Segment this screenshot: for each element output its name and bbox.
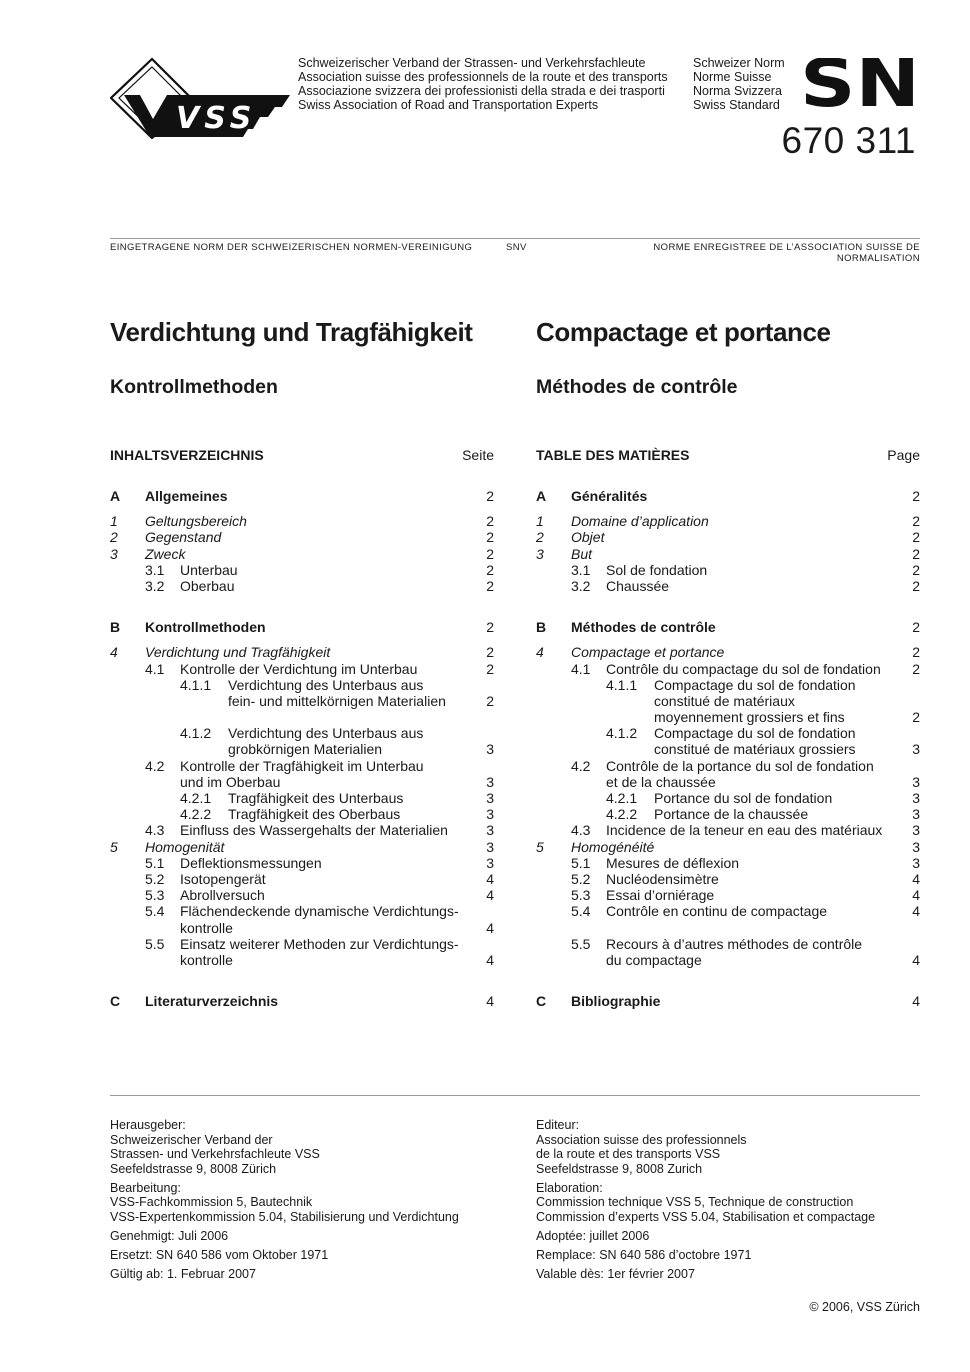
toc-spacer — [110, 504, 494, 513]
toc-entry-row — [536, 758, 920, 774]
toc-entry-row — [110, 871, 494, 887]
toc-entry-number: B — [110, 619, 121, 636]
toc-entry-number: 4.3 — [145, 822, 165, 839]
toc-entry-row — [536, 644, 920, 660]
toc-entry-title: Zweck — [145, 545, 186, 562]
toc-entry-row — [536, 952, 920, 968]
toc-entry-row — [110, 578, 494, 594]
toc-entry-number: 5.3 — [571, 887, 591, 904]
toc-entry-row — [536, 578, 920, 594]
toc-entry-row — [536, 871, 920, 887]
toc-entry-title: et de la chaussée — [606, 773, 716, 790]
svg-text:SN: SN — [802, 58, 920, 108]
toc-entry-page: 3 — [912, 806, 920, 823]
toc-entry-number: 4.1.2 — [606, 725, 638, 742]
toc-entry-row — [536, 513, 920, 529]
toc-entry-number: 4.1.1 — [180, 676, 212, 693]
toc-entry-page: 3 — [486, 838, 494, 855]
toc-entry-page: 2 — [486, 561, 494, 578]
toc-entry-page: 3 — [912, 854, 920, 871]
toc-entry-row — [110, 513, 494, 529]
toc-entry-title: Recours à d’autres méthodes de contrôle — [606, 935, 863, 952]
toc-entry-page: 3 — [912, 838, 920, 855]
toc-entry-number: 5.3 — [145, 887, 165, 904]
toc-entry-title: Abrollversuch — [180, 887, 265, 904]
standard-label-de: Schweizer Norm — [693, 56, 785, 70]
toc-entry-title: Homogénéité — [571, 838, 655, 855]
toc-entry-page: 3 — [486, 741, 494, 758]
toc-entry-row — [110, 693, 494, 709]
toc-entry-page: 4 — [912, 903, 920, 920]
registration-snv: SNV — [506, 242, 527, 253]
toc-entry-title: Contrôle du compactage du sol de fondation — [606, 660, 881, 677]
footer-line: Commission technique VSS 5, Technique de construction — [536, 1195, 854, 1210]
toc-entry-row — [110, 822, 494, 838]
footer-line: Gültig ab: 1. Februar 2007 — [110, 1267, 256, 1282]
toc-entry-number: 3.1 — [571, 561, 591, 578]
toc-entry-title: Généralités — [571, 488, 648, 504]
toc-page-label-de: Seite — [462, 447, 494, 463]
toc-entry-number: 5.5 — [145, 935, 165, 952]
toc-entry-number: 4 — [536, 644, 544, 661]
toc-entry-title: Méthodes de contrôle — [571, 619, 716, 636]
toc-entry-title: du compactage — [606, 951, 702, 968]
footer-line: Ersetzt: SN 640 586 vom Oktober 1971 — [110, 1248, 329, 1263]
toc-spacer — [110, 594, 494, 619]
toc-entry-number: 4.2 — [571, 757, 591, 774]
toc-spacer — [536, 635, 920, 644]
toc-entry-row — [536, 709, 920, 725]
toc-entry-row — [536, 693, 920, 709]
toc-entry-page: 2 — [486, 660, 494, 677]
toc-entry-number: 3 — [536, 545, 544, 562]
standard-label-fr: Norme Suisse — [693, 70, 772, 84]
svg-text:VSS: VSS — [176, 101, 257, 136]
toc-entry-number: 4.1 — [571, 660, 591, 677]
toc-entry-row — [110, 952, 494, 968]
toc-spacer — [110, 968, 494, 993]
toc-entry-title: Objet — [571, 529, 605, 546]
footer-line: Strassen- und Verkehrsfachleute VSS — [110, 1147, 320, 1162]
toc-section-row — [536, 488, 920, 504]
toc-entry-row — [536, 677, 920, 693]
toc-entry-title: Compactage du sol de fondation — [654, 676, 856, 693]
toc-entry-title: kontrolle — [180, 951, 233, 968]
footer-line: Valable dès: 1er février 2007 — [536, 1267, 695, 1282]
toc-entry-title: Kontrolle der Tragfähigkeit im Unterbau — [180, 757, 424, 774]
toc-entry-title: Sol de fondation — [606, 561, 708, 578]
toc-entry-number: 4.3 — [571, 822, 591, 839]
footer-line: Editeur: — [536, 1118, 580, 1132]
toc-entry-page: 2 — [912, 660, 920, 677]
toc-entry-number: 5.2 — [571, 870, 591, 887]
toc-section-row — [536, 619, 920, 635]
toc-entry-page: 2 — [486, 644, 494, 661]
toc-section-row — [110, 619, 494, 635]
toc-entry-row — [536, 903, 920, 919]
toc-entry-page: 3 — [912, 741, 920, 758]
toc-entry-title: Portance de la chaussée — [654, 806, 809, 823]
toc-entry-number: 1 — [536, 513, 544, 530]
toc-entry-row — [110, 887, 494, 903]
toc-entry-row — [536, 936, 920, 952]
toc-entry-row — [536, 529, 920, 545]
toc-section-row — [110, 993, 494, 1009]
toc-entry-row — [536, 546, 920, 562]
title-de: Verdichtung und Tragfähigkeit — [110, 317, 473, 347]
toc-spacer — [536, 504, 920, 513]
toc-entry-title: Tragfähigkeit des Unterbaus — [228, 790, 404, 806]
toc-entry-title: Isotopengerät — [180, 870, 266, 887]
toc-entry-row — [110, 920, 494, 936]
footer-line: Bearbeitung: — [110, 1180, 181, 1195]
toc-entry-page: 2 — [912, 488, 920, 504]
toc-entry-number: 5.5 — [571, 935, 591, 952]
footer-line: Seefeldstrasse 9, 8008 Zürich — [110, 1161, 277, 1176]
footer-line: VSS-Fachkommission 5, Bautechnik — [110, 1195, 313, 1210]
toc-entry-title: Domaine d’application — [571, 513, 709, 530]
toc-entry-page: 4 — [486, 887, 494, 904]
toc-entry-title: Portance du sol de fondation — [654, 790, 833, 806]
toc-entry-page: 4 — [912, 951, 920, 968]
toc-entry-row — [110, 855, 494, 871]
toc-entry-number: 4.2.1 — [606, 790, 638, 806]
organization-names — [298, 56, 668, 112]
footer-line: Genehmigt: Juli 2006 — [110, 1229, 229, 1244]
toc-entry-number: 5 — [536, 838, 544, 855]
toc-entry-number: 5.2 — [145, 870, 165, 887]
toc-entry-row — [536, 839, 920, 855]
toc-entry-row — [536, 855, 920, 871]
toc-entry-number: B — [536, 619, 547, 636]
toc-entry-title: Unterbau — [180, 561, 238, 578]
toc-entry-page: 2 — [912, 619, 920, 636]
toc-entry-page: 2 — [486, 619, 494, 636]
toc-entry-title: Incidence de la teneur en eau des matériaux — [606, 822, 883, 839]
org-line-fr: Association suisse des professionnels de la route et des transports — [298, 70, 668, 84]
footer-line: de la route et des transports VSS — [536, 1147, 721, 1162]
toc-entry-page: 4 — [912, 993, 920, 1010]
toc-entry-title: Tragfähigkeit des Oberbaus — [228, 806, 401, 823]
toc-entry-page: 2 — [486, 513, 494, 530]
toc-entry-page: 4 — [912, 870, 920, 887]
toc-spacer — [536, 920, 920, 936]
toc-entry-title: grobkörnigen Materialien — [228, 741, 383, 758]
footer-line: Commission d’experts VSS 5.04, Stabilisation et compactage — [536, 1210, 876, 1225]
footer-line: Herausgeber: — [110, 1118, 186, 1132]
toc-entry-title: Compactage et portance — [571, 644, 725, 661]
toc-spacer — [536, 968, 920, 993]
toc-entry-page: 2 — [912, 545, 920, 562]
toc-entry-number: 5.1 — [145, 854, 165, 871]
toc-entry-row — [536, 790, 920, 806]
subtitle-fr: Méthodes de contrôle — [536, 376, 738, 398]
toc-entry-page: 2 — [912, 513, 920, 530]
toc-entry-row — [110, 903, 494, 919]
toc-entry-title: constitué de matériaux grossiers — [654, 741, 856, 758]
toc-entry-number: 1 — [110, 513, 118, 530]
standard-label-it: Norma Svizzera — [693, 84, 782, 98]
toc-entry-title: Bibliographie — [571, 993, 661, 1010]
toc-entry-number: 4.2.1 — [180, 790, 212, 806]
registration-de: EINGETRAGENE NORM DER SCHWEIZERISCHEN NORMEN-VEREINIGUNG — [110, 242, 473, 253]
toc-spacer — [536, 594, 920, 619]
toc-entry-number: 5 — [110, 838, 118, 855]
toc-entry-page: 2 — [912, 561, 920, 578]
toc-entry-title: Einfluss des Wassergehalts der Materialien — [180, 822, 448, 839]
toc-entry-row — [110, 529, 494, 545]
toc-entry-title: Chaussée — [606, 577, 670, 594]
toc-section-row — [110, 488, 494, 504]
toc-entry-title: Nucléodensimètre — [606, 870, 719, 887]
toc-entry-row — [110, 546, 494, 562]
toc-entry-number: C — [110, 993, 121, 1010]
toc-entry-title: Flächendeckende dynamische Verdichtungs- — [180, 903, 459, 920]
toc-entry-page: 2 — [912, 709, 920, 726]
registration-fr: NORME ENREGISTREE DE L’ASSOCIATION SUISSE DE NORMALISATION — [653, 242, 920, 264]
toc-entry-title: Literaturverzeichnis — [145, 993, 279, 1010]
org-line-it: Associazione svizzera dei professionisti della strada e dei trasporti — [298, 84, 665, 98]
toc-entry-title: und im Oberbau — [180, 773, 281, 790]
footer-line: Association suisse des professionnels — [536, 1132, 747, 1147]
toc-entry-number: 4.2 — [145, 757, 165, 774]
toc-entry-page: 4 — [486, 951, 494, 968]
toc-entry-row — [536, 806, 920, 822]
footer-line: Remplace: SN 640 586 d’octobre 1971 — [536, 1248, 752, 1263]
toc-entry-title: Verdichtung und Tragfähigkeit — [145, 644, 331, 661]
footer-line: Seefeldstrasse 9, 8008 Zurich — [536, 1161, 703, 1176]
toc-entry-number: 2 — [536, 529, 544, 546]
toc-entry-page: 3 — [486, 854, 494, 871]
toc-entry-page: 2 — [912, 529, 920, 546]
toc-entry-number: 3.2 — [145, 577, 165, 594]
toc-entry-number: 5.4 — [145, 903, 165, 920]
footer-divider — [110, 1095, 920, 1096]
footer-line: VSS-Expertenkommission 5.04, Stabilisierung und Verdichtung — [110, 1210, 459, 1225]
toc-entry-row — [110, 790, 494, 806]
toc-entry-page: 2 — [486, 692, 494, 709]
toc-entry-number: 5.4 — [571, 903, 591, 920]
toc-de — [110, 488, 494, 1009]
toc-entry-title: Kontrolle der Verdichtung im Unterbau — [180, 660, 418, 677]
toc-spacer — [110, 709, 494, 725]
toc-entry-title: Mesures de déflexion — [606, 854, 740, 871]
standard-labels — [693, 56, 785, 112]
toc-spacer — [110, 635, 494, 644]
toc-entry-title: Verdichtung des Unterbaus aus — [228, 725, 424, 742]
vss-logo — [110, 57, 290, 139]
toc-entry-title: Geltungsbereich — [145, 513, 247, 530]
toc-entry-page: 2 — [912, 644, 920, 661]
toc-entry-number: A — [110, 488, 121, 504]
toc-section-row — [536, 993, 920, 1009]
toc-entry-number: 3.1 — [145, 561, 165, 578]
title-fr: Compactage et portance — [536, 317, 831, 347]
toc-entry-number: 4.2.2 — [180, 806, 212, 823]
footer-fr — [536, 1118, 920, 1282]
footer-line: Schweizerischer Verband der — [110, 1132, 273, 1147]
toc-entry-page: 4 — [486, 870, 494, 887]
toc-entry-page: 4 — [486, 993, 494, 1010]
toc-entry-title: But — [571, 545, 593, 562]
toc-entry-page: 4 — [486, 919, 494, 936]
toc-entry-page: 2 — [486, 488, 494, 504]
subtitle-de: Kontrollmethoden — [110, 376, 278, 398]
toc-entry-number: C — [536, 993, 547, 1010]
toc-entry-title: fein- und mittelkörnigen Materialien — [228, 692, 446, 709]
toc-entry-number: 4.1 — [145, 660, 165, 677]
toc-entry-row — [536, 725, 920, 741]
toc-entry-row — [110, 806, 494, 822]
toc-entry-title: Compactage du sol de fondation — [654, 725, 856, 742]
toc-entry-page: 3 — [486, 806, 494, 823]
toc-entry-page: 2 — [486, 529, 494, 546]
toc-entry-page: 2 — [486, 545, 494, 562]
toc-entry-row — [110, 725, 494, 741]
toc-entry-number: 3.2 — [571, 577, 591, 594]
toc-entry-row — [110, 644, 494, 660]
toc-entry-row — [110, 774, 494, 790]
toc-entry-row — [536, 887, 920, 903]
toc-entry-number: 3 — [110, 545, 118, 562]
toc-entry-row — [110, 758, 494, 774]
toc-entry-page: 2 — [486, 577, 494, 594]
toc-entry-title: Einsatz weiterer Methoden zur Verdichtungs- — [180, 935, 459, 952]
toc-entry-title: Contrôle de la portance du sol de fondation — [606, 757, 874, 774]
toc-entry-number: 4 — [110, 644, 118, 661]
toc-entry-title: Contrôle en continu de compactage — [606, 903, 828, 920]
toc-entry-row — [110, 562, 494, 578]
toc-entry-title: moyennement grossiers et fins — [654, 709, 845, 726]
toc-entry-row — [110, 839, 494, 855]
toc-entry-row — [536, 822, 920, 838]
toc-fr — [536, 488, 920, 1009]
sn-logo-graphic — [802, 58, 920, 108]
toc-entry-number: 2 — [110, 529, 118, 546]
norm-number: 670 311 — [781, 120, 916, 161]
org-line-de: Schweizerischer Verband der Strassen- und Verkehrsfachleute — [298, 56, 646, 70]
toc-entry-row — [536, 774, 920, 790]
toc-entry-number: 4.1.1 — [606, 676, 638, 693]
divider — [110, 238, 920, 239]
toc-entry-page: 4 — [912, 887, 920, 904]
toc-entry-title: Oberbau — [180, 577, 235, 594]
copyright: © 2006, VSS Zürich — [809, 1300, 920, 1314]
toc-entry-title: Homogenität — [145, 838, 225, 855]
toc-entry-title: Deflektionsmessungen — [180, 854, 322, 871]
toc-entry-row — [536, 562, 920, 578]
toc-entry-row — [110, 677, 494, 693]
toc-entry-page: 3 — [912, 790, 920, 806]
toc-entry-title: Kontrollmethoden — [145, 619, 266, 636]
footer-line: Elaboration: — [536, 1180, 603, 1195]
toc-entry-page: 3 — [912, 773, 920, 790]
toc-entry-number: 4.2.2 — [606, 806, 638, 823]
toc-entry-title: constitué de matériaux — [654, 692, 795, 709]
toc-entry-row — [110, 741, 494, 757]
toc-entry-number: A — [536, 488, 547, 504]
toc-entry-number: 5.1 — [571, 854, 591, 871]
toc-entry-title: Gegenstand — [145, 529, 222, 546]
footer-de — [110, 1118, 520, 1282]
toc-page-label-fr: Page — [887, 447, 920, 463]
toc-entry-page: 3 — [486, 790, 494, 806]
toc-heading-fr: TABLE DES MATIÈRES — [536, 447, 690, 463]
sn-logo — [802, 58, 920, 108]
toc-entry-page: 2 — [912, 577, 920, 594]
toc-entry-row — [536, 661, 920, 677]
toc-entry-title: Verdichtung des Unterbaus aus — [228, 676, 424, 693]
toc-entry-number: 4.1.2 — [180, 725, 212, 742]
standard-label-en: Swiss Standard — [693, 98, 780, 112]
toc-entry-row — [110, 936, 494, 952]
org-line-en: Swiss Association of Road and Transportation Experts — [298, 98, 599, 112]
toc-entry-page: 3 — [912, 822, 920, 839]
toc-entry-row — [110, 661, 494, 677]
toc-entry-title: Allgemeines — [145, 488, 228, 504]
toc-entry-title: Essai d’orniérage — [606, 887, 715, 904]
toc-entry-page: 3 — [486, 773, 494, 790]
toc-entry-row — [536, 741, 920, 757]
toc-entry-title: kontrolle — [180, 919, 233, 936]
vss-logo-graphic — [110, 57, 290, 139]
toc-heading-de: INHALTSVERZEICHNIS — [110, 447, 264, 463]
footer-line: Adoptée: juillet 2006 — [536, 1229, 650, 1244]
toc-entry-page: 3 — [486, 822, 494, 839]
